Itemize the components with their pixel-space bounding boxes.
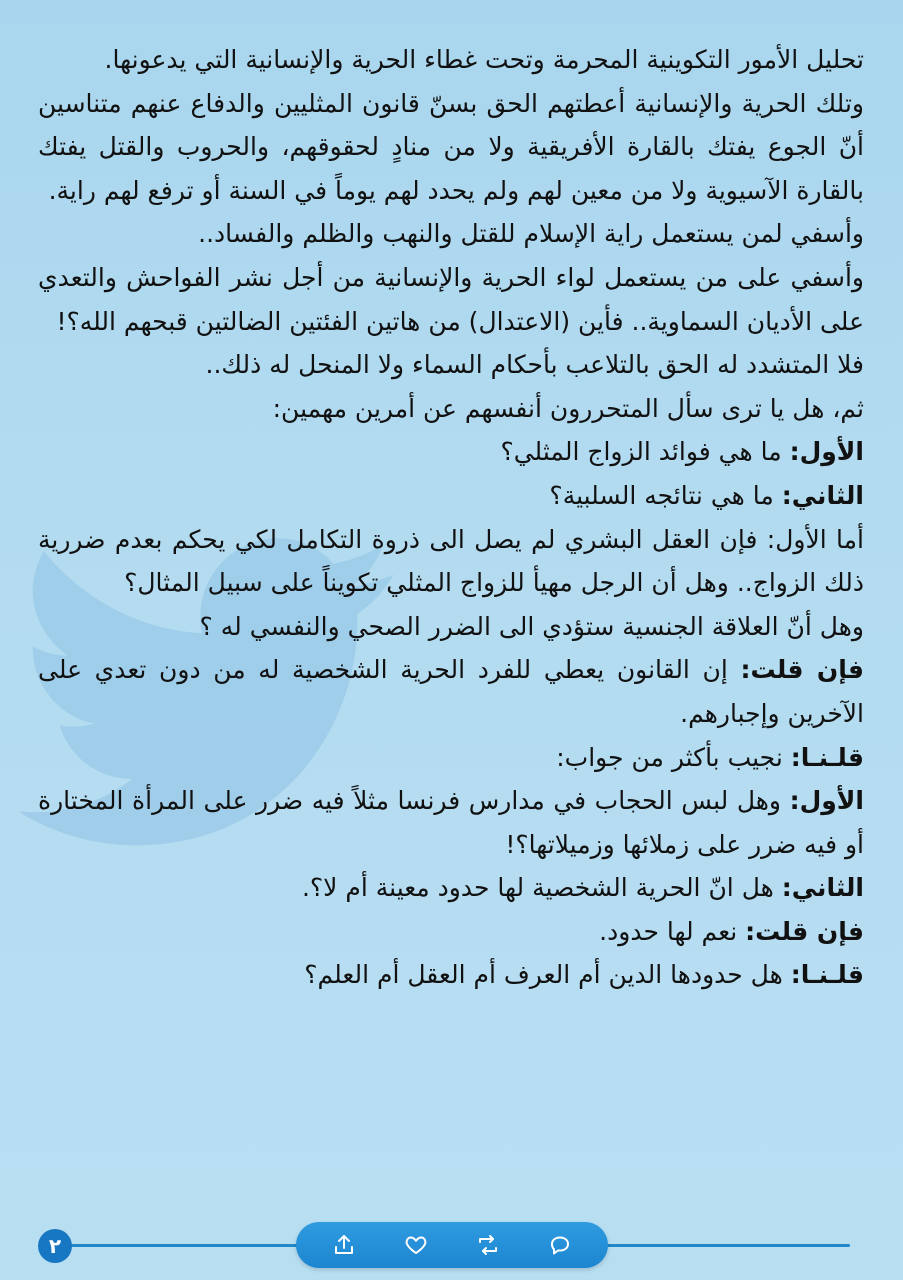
paragraph-label: قلـنـا: (790, 960, 864, 990)
share-icon[interactable] (330, 1231, 358, 1259)
paragraph (38, 910, 864, 954)
paragraph-text: إن القانون يعطي للفرد الحرية الشخصية له من دون تعدي على الآخرين وإجبارهم. (38, 655, 864, 728)
paragraph (38, 474, 864, 518)
paragraph (38, 953, 864, 997)
paragraph (38, 779, 864, 866)
paragraph-text: تحليل الأمور التكوينية المحرمة وتحت غطاء الحرية والإنسانية التي يدعونها. (104, 45, 864, 74)
paragraph-text: أما الأول: فإن العقل البشري لم يصل الى ذروة التكامل لكي يحكم بعدم ضررية ذلك الزواج.. وهل أن الرجل مهيأ للزواج المثلي تكويناً على سبيل المثال؟ (38, 524, 864, 598)
paragraph-text: وتلك الحرية والإنسانية أعطتهم الحق بسنّ قانون المثليين والدفاع عنهم متناسين أنّ الجوع يفتك بالقارة الأفريقية ولا من منادٍ لحقوقهم، والحروب والقتل يفتك بالقارة الآسيوية ولا من معين لهم ولم يحدد لهم يوماً في السنة أو ترفع لهم راية. (38, 88, 864, 205)
paragraph-label: قلـنـا: (790, 742, 864, 772)
paragraph-text: وهل لبس الحجاب في مدارس فرنسا مثلاً فيه ضرر على المرأة المختارة أو فيه ضرر على زملائها وزميلاتها؟! (38, 786, 864, 859)
paragraph-text: ثم، هل يا ترى سأل المتحررون أنفسهم عن أمرين مهمين: (272, 393, 864, 423)
paragraph (38, 82, 864, 213)
paragraph-label: الثاني: (781, 873, 864, 903)
paragraph-text: وأسفي على من يستعمل لواء الحرية والإنسانية من أجل نشر الفواحش والتعدي على الأديان السماوية.. فأين (الاعتدال) من هاتين الفئتين الضالتين قبحهم الله؟! (38, 262, 864, 336)
paragraph-text: وهل أنّ العلاقة الجنسية ستؤدي الى الضرر الصحي والنفسي له ؟ (199, 611, 864, 641)
paragraph (38, 518, 864, 605)
paragraph (38, 736, 864, 780)
page-number-badge: ٢ (38, 1229, 72, 1263)
paragraph-text: هل انّ الحرية الشخصية لها حدود معينة أم لا؟. (301, 873, 782, 903)
paragraph (38, 430, 864, 474)
paragraph-text: ما هي فوائد الزواج المثلي؟ (500, 437, 790, 467)
paragraph (38, 648, 864, 735)
paragraph-text: نجيب بأكثر من جواب: (556, 742, 791, 772)
paragraph (38, 212, 864, 256)
reply-icon[interactable] (546, 1231, 574, 1259)
paragraph-text: هل حدودها الدين أم العرف أم العقل أم العلم؟ (304, 960, 791, 990)
paragraph-text: نعم لها حدود. (599, 916, 746, 946)
paragraph (38, 38, 864, 82)
paragraph (38, 605, 864, 649)
paragraph-label: الثاني: (781, 480, 864, 510)
paragraph-text: وأسفي لمن يستعمل راية الإسلام للقتل والنهب والظلم والفساد.. (198, 219, 864, 249)
paragraph-label: فإن قلت: (740, 655, 864, 685)
tweet-actions-bar (296, 1222, 608, 1268)
paragraph (38, 387, 864, 431)
paragraph (38, 343, 864, 387)
paragraph-label: الأول: (789, 786, 864, 816)
paragraph-label: الأول: (789, 437, 864, 467)
heart-icon[interactable] (402, 1231, 430, 1259)
paragraph-text: ما هي نتائجه السلبية؟ (549, 480, 782, 510)
article-body (38, 38, 864, 997)
paragraph-label: فإن قلت: (745, 916, 864, 946)
paragraph (38, 256, 864, 343)
retweet-icon[interactable] (474, 1231, 502, 1259)
paragraph-text: فلا المتشدد له الحق بالتلاعب بأحكام السماء ولا المنحل له ذلك.. (205, 350, 864, 380)
paragraph (38, 866, 864, 910)
